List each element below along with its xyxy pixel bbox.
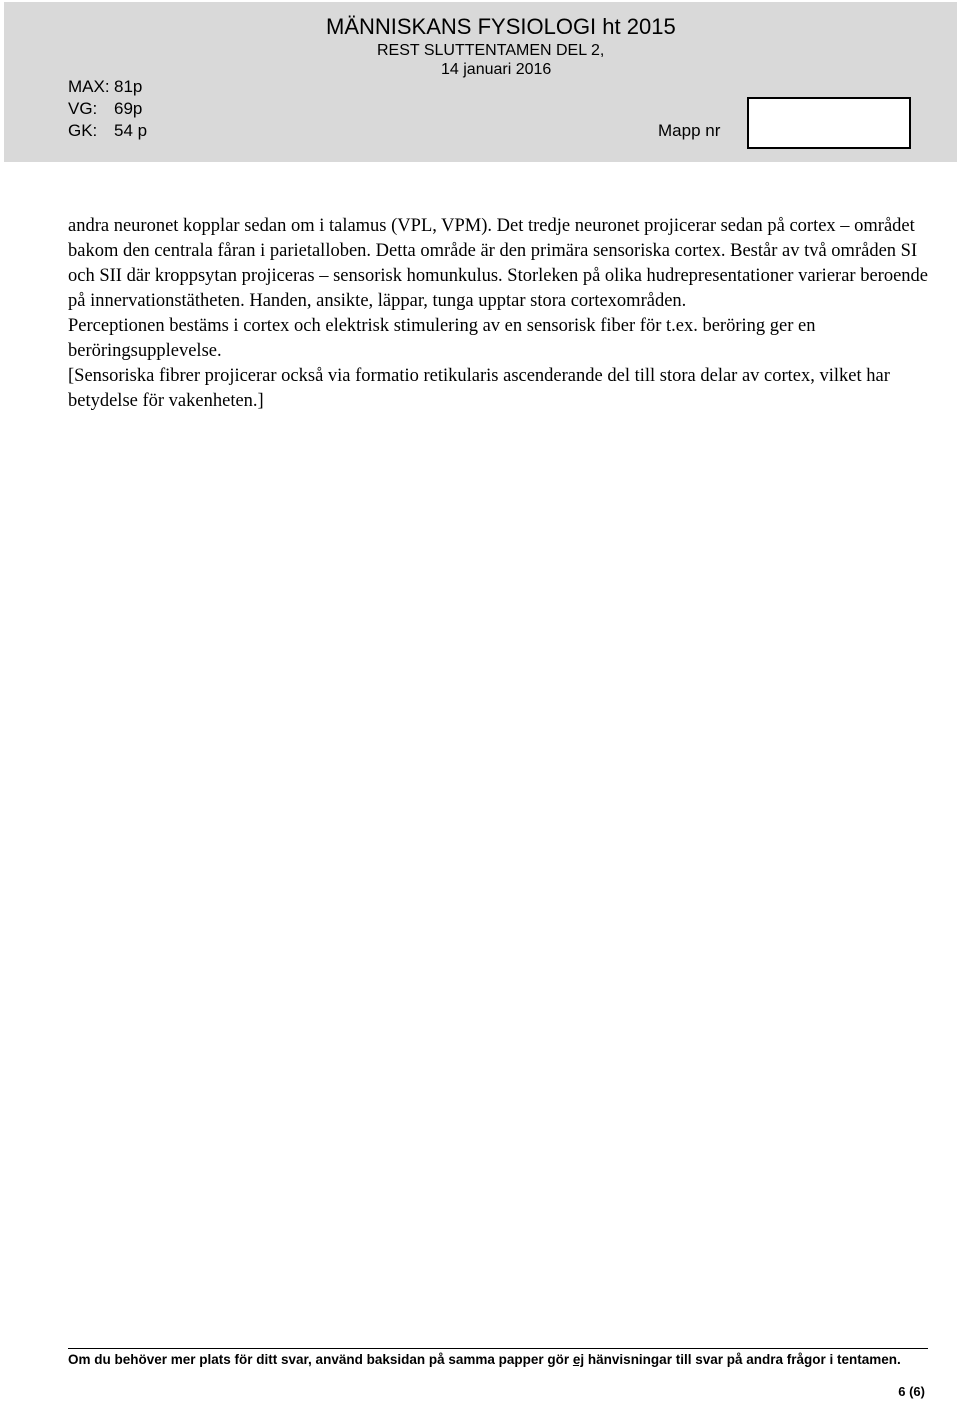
answer-paragraph: andra neuronet kopplar sedan om i talamus (VPL, VPM). Det tredje neuronet projicerar sedan på cortex – området bakom den centrala fåran i parietalloben. Detta område är den primära sensoriska cortex. Består av två områden SI och SII där kroppsytan projiceras – sensorisk homunkulus. Storleken på olika hudrepresentationer varierar beroende på innervationstätheten. Handen, ansikte, läppar, tunga upptar stora cortexområden. bbox=[68, 216, 928, 311]
course-title: MÄNNISKANS FYSIOLOGI ht 2015 bbox=[326, 14, 676, 39]
footer-divider bbox=[68, 1348, 928, 1349]
footer-note-emphasis: ej bbox=[572, 1352, 585, 1367]
footer-note bbox=[68, 1351, 928, 1368]
exam-date: 14 januari 2016 bbox=[441, 61, 552, 78]
score-label: VG: bbox=[68, 99, 98, 118]
footer-note-text-end: hänvisningar till svar på andra frågor i tentamen. bbox=[584, 1352, 901, 1367]
folder-number-label: Mapp nr bbox=[658, 121, 721, 140]
score-value: 81p bbox=[114, 77, 143, 96]
score-label: MAX: bbox=[68, 77, 110, 96]
score-gk bbox=[68, 120, 147, 142]
score-value: 54 p bbox=[114, 121, 148, 140]
score-label: GK: bbox=[68, 121, 98, 140]
answer-text bbox=[68, 214, 928, 414]
folder-number-box[interactable] bbox=[747, 97, 911, 149]
answer-paragraph: [Sensoriska fibrer projicerar också via formatio retikularis ascenderande del till stora delar av cortex, vilket har betydelse för vakenheten.] bbox=[68, 366, 890, 411]
score-thresholds bbox=[68, 76, 147, 142]
score-value: 69p bbox=[114, 99, 143, 118]
answer-paragraph: Perceptionen bestäms i cortex och elektrisk stimulering av en sensorisk fiber för t.ex. beröring ger en beröringsupplevelse. bbox=[68, 316, 816, 361]
page-number: 6 (6) bbox=[898, 1384, 925, 1399]
footer-note-text: Om du behöver mer plats för ditt svar, använd baksidan på samma papper gör bbox=[68, 1352, 573, 1367]
exam-name: REST SLUTTENTAMEN DEL 2, bbox=[377, 42, 605, 59]
score-max bbox=[68, 76, 147, 98]
score-vg bbox=[68, 98, 147, 120]
